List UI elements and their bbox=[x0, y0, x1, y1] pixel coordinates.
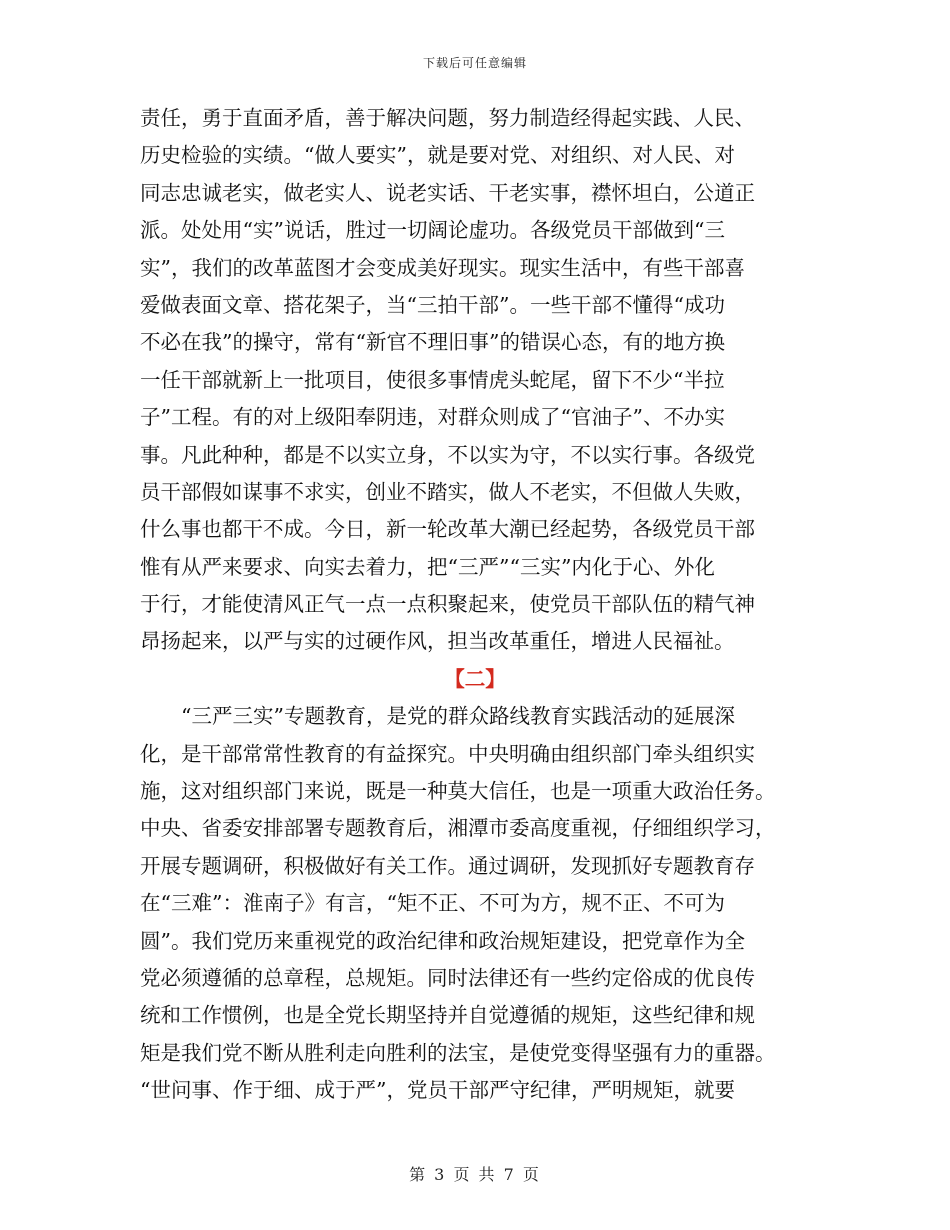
text-line: 同志忠诚老实，做老实人、说老实话、干老实事，襟怀坦白，公道正 bbox=[140, 180, 755, 205]
text-line: 实”，我们的改革蓝图才会变成美好现实。现实生活中，有些干部喜 bbox=[140, 255, 745, 280]
text-line: 员干部假如谋事不求实，创业不踏实，做人不老实，不但做人失败， bbox=[140, 479, 755, 504]
text-line: 爱做表面文章、搭花架子，当“三拍干部”。一些干部不懂得“成功 bbox=[140, 292, 725, 317]
text-line: 于行，才能使清风正气一点一点积聚起来，使党员干部队伍的精气神 bbox=[140, 592, 755, 617]
text-line: 不必在我”的操守，常有“新官不理旧事”的错误心态，有的地方换 bbox=[140, 330, 725, 355]
text-line: 事。凡此种种，都是不以实立身，不以实为守，不以实行事。各级党 bbox=[140, 442, 755, 467]
page-footer: 第 3 页 共 7 页 bbox=[409, 1165, 541, 1184]
text-line: 惟有从严来要求、向实去着力，把“三严”“三实”内化于心、外化 bbox=[140, 554, 715, 579]
section-heading: 【二】 bbox=[444, 666, 506, 691]
text-line: 统和工作惯例，也是全党长期坚持并自觉遵循的规矩，这些纪律和规 bbox=[140, 1003, 755, 1028]
paragraph-1 bbox=[140, 100, 810, 661]
text-line: 什么事也都干不成。今日，新一轮改革大潮已经起势，各级党员干部 bbox=[140, 517, 755, 542]
text-line: 在“三难”：淮南子》有言，“矩不正、不可为方，规不正、不可为 bbox=[140, 891, 725, 916]
page-header: 下载后可任意编辑 bbox=[422, 56, 527, 70]
text-line: 一任干部就新上一批项目，使很多事情虎头蛇尾，留下不少“半拉 bbox=[140, 367, 725, 392]
text-line: “三严三实”专题教育，是党的群众路线教育实践活动的延展深 bbox=[181, 704, 735, 729]
text-line: 化，是干部常常性教育的有益探究。中央明确由组织部门牵头组织实 bbox=[140, 741, 755, 766]
text-line: 子”工程。有的对上级阳奉阴违，对群众则成了“官油子”、不办实 bbox=[140, 405, 725, 430]
page-content bbox=[140, 100, 810, 1110]
text-line: 党必须遵循的总章程，总规矩。同时法律还有一些约定俗成的优良传 bbox=[140, 965, 755, 990]
text-line: 责任，勇于直面矛盾，善于解决问题，努力制造经得起实践、人民、 bbox=[140, 106, 755, 130]
text-line: 圆”。我们党历来重视党的政治纪律和政治规矩建设，把党章作为全 bbox=[140, 928, 745, 953]
text-line: 矩是我们党不断从胜利走向胜利的法宝，是使党变得坚强有力的重器。 bbox=[140, 1040, 776, 1065]
text-line: “世问事、作于细、成于严”，党员干部严守纪律，严明规矩，就要 bbox=[140, 1078, 735, 1103]
text-line: 开展专题调研，积极做好有关工作。通过调研，发现抓好专题教育存 bbox=[140, 853, 755, 878]
text-line: 历史检验的实绩。“做人要实”，就是要对党、对组织、对人民、对 bbox=[140, 143, 735, 168]
paragraph-2 bbox=[140, 698, 810, 1109]
text-line: 中央、省委安排部署专题教育后，湘潭市委高度重视，仔细组织学习， bbox=[140, 816, 776, 841]
text-line: 昂扬起来，以严与实的过硬作风，担当改革重任，增进人民福祉。 bbox=[140, 629, 735, 654]
text-line: 派。处处用“实”说话，胜过一切阔论虚功。各级党员干部做到“三 bbox=[140, 218, 725, 243]
text-line: 施，这对组织部门来说，既是一种莫大信任，也是一项重大政治任务。 bbox=[140, 779, 776, 804]
